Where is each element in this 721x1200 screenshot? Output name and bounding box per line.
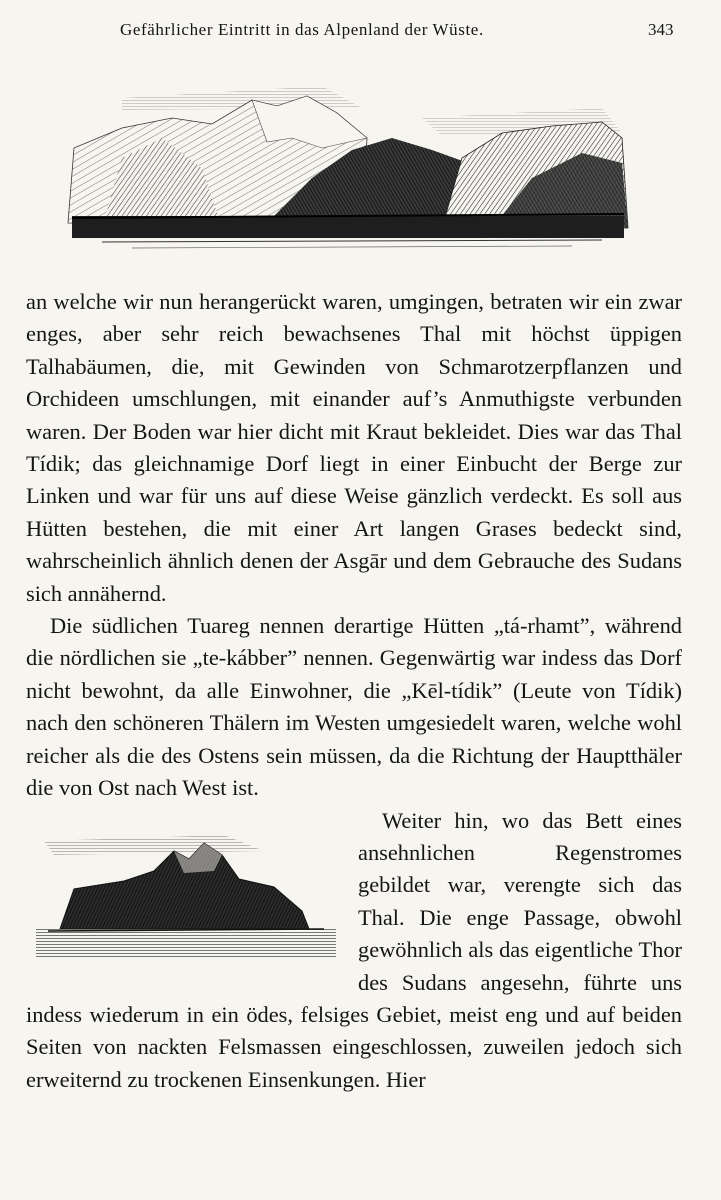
running-header	[0, 20, 721, 44]
rocky-massif-illustration	[24, 811, 352, 971]
paragraph-3: Weiter hin, wo das Bett eines ansehnlichen Regenstromes gebildet war, verengte sich das Thal. Die enge Passage, obwohl gewöhnlich als das eigentliche Thor des Sudans angesehn, führte uns indess wiederum in ein ödes, felsiges Gebiet, meist eng und auf beiden Seiten von nackten Felsmassen eingeschlossen, zuweilen jedoch sich erweiternd zu trockenen Einsenkungen. Hier	[26, 807, 682, 1092]
paragraph-2: Die südlichen Tuareg nennen derartige Hütten „tá-rhamt”, während die nördlichen sie „te-kábber” nennen. Gegenwärtig war indess das Dorf nicht bewohnt, da alle Einwohner, die „Kēl-tídik” (Leute von Tídik) nach den schöneren Thälern im Westen umgesiedelt waren, welche wohl reicher als die des Ostens sein müssen, da die Richtung der Hauptthäler die von Ost nach West ist.	[26, 613, 682, 801]
body-text	[26, 286, 682, 1096]
running-title: Gefährlicher Eintritt in das Alpenland der Wüste.	[120, 20, 484, 39]
page-number: 343	[648, 20, 674, 39]
paragraph-1: an welche wir nun herangerückt waren, umgingen, betraten wir ein zwar enges, aber sehr reich bewachsenes Thal mit höchst üppigen Talhabäumen, die, mit Gewinden von Schmarotzerpflanzen und Orchideen umschlungen, mit einander auf’s Anmuthigste verbunden waren. Der Boden war hier dicht mit Kraut bekleidet. Dies war das Thal Tídik; das gleichnamige Dorf liegt in einer Einbucht der Berge zur Linken und war für uns auf diese Weise gänzlich verdeckt. Es soll aus Hütten bestehen, die mit einer Art langen Grases bedeckt sind, wahrscheinlich ähnlich denen der Asgār und dem Gebrauche des Sudans sich annähernd.	[26, 289, 682, 606]
mountain-landscape-illustration	[62, 78, 630, 258]
